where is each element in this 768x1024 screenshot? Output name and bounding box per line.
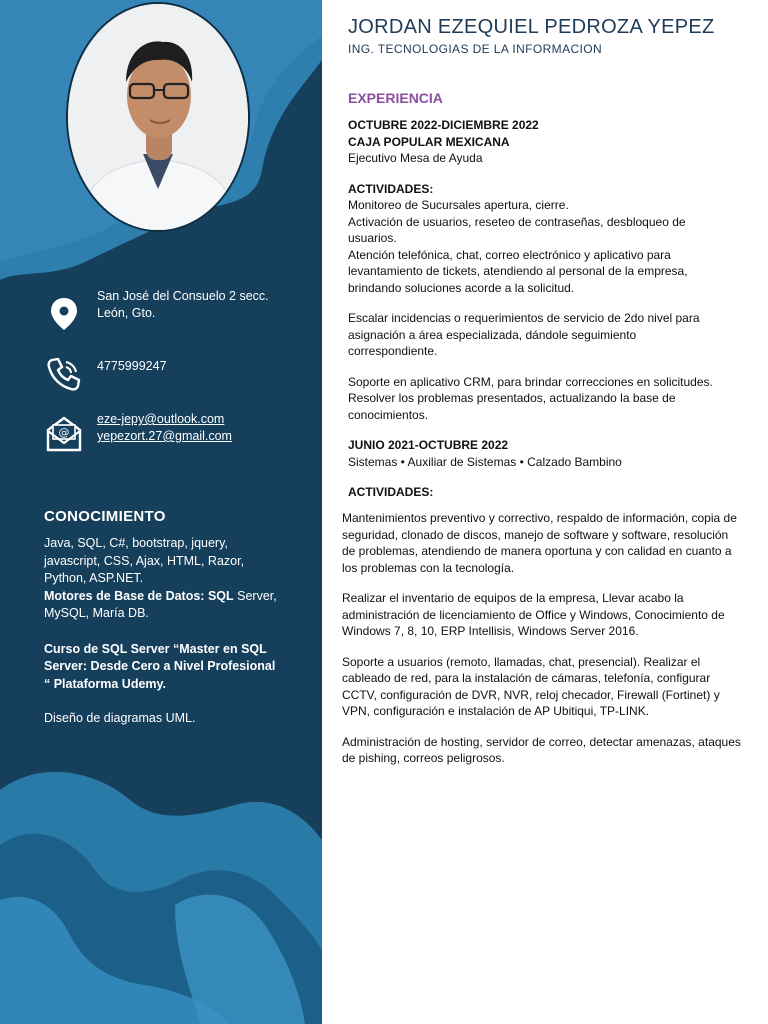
job-2 — [342, 510, 742, 767]
address-line-1: San José del Consuelo 2 secc. — [97, 289, 269, 303]
db-value: Server, MySQL, María DB. — [44, 588, 277, 620]
knowledge-databases — [44, 588, 284, 623]
job-title: ING. TECNOLOGIAS DE LA INFORMACION — [348, 42, 603, 56]
job-1-position: Ejecutivo Mesa de Ayuda — [348, 151, 483, 165]
main-content — [322, 0, 768, 1024]
job-1-activity-5: Soporte en aplicativo CRM, para brindar correcciones en solicitudes. — [348, 374, 713, 389]
email-gmail-link[interactable]: yepezort.27@gmail.com — [97, 429, 232, 443]
db-label: Motores de Base de Datos: — [44, 588, 205, 603]
job-2-period: JUNIO 2021-OCTUBRE 2022 — [348, 438, 509, 452]
job-1-activity-2: Activación de usuarios, reseteo de contraseñas, desbloqueo de usuarios. — [348, 214, 686, 245]
job-1-activity-6: Resolver los problemas presentados, actualizando la base de conocimientos. — [348, 391, 676, 422]
location-pin-icon — [44, 294, 84, 334]
page-title: JORDAN EZEQUIEL PEDROZA YEPEZ — [348, 16, 715, 38]
sidebar — [0, 0, 322, 1024]
job-1 — [348, 117, 728, 501]
knowledge-section — [44, 508, 284, 728]
email-envelope-icon — [44, 414, 84, 454]
db-value-bold: SQL — [204, 588, 234, 603]
job-1-activity-4: Escalar incidencias o requerimientos de servicio de 2do nivel para asignación a área especializada, dándole seguimiento correspondiente. — [348, 311, 700, 358]
knowledge-course: Curso de SQL Server “Master en SQL Server: Desde Cero a Nivel Profesional “ Plataforma Udemy. — [44, 641, 276, 691]
job-2-activity-2: Realizar el inventario de equipos de la empresa, Llevar acabo la administración de licenciamiento de Office y Windows, Conocimiento de Windows 7, 8, 10, ERP Intellisis, Windows Server 2016. — [342, 591, 725, 638]
profile-photo — [66, 2, 250, 232]
job-1-activity-1: Monitoreo de Sucursales apertura, cierre. — [348, 198, 569, 212]
knowledge-title: CONOCIMIENTO — [44, 508, 166, 525]
job-1-activities-label: ACTIVIDADES: — [348, 181, 434, 196]
email-outlook-link[interactable]: eze-jepy@outlook.com — [97, 412, 225, 426]
knowledge-languages: Java, SQL, C#, bootstrap, jquery, javascript, CSS, Ajax, HTML, Razor, Python, ASP.NET. — [44, 536, 245, 585]
job-1-activity-3: Atención telefónica, chat, correo electrónico y aplicativo para levantamiento de tickets, atendiendo al personal de la empresa, brindando soluciones acorde a la solicitud. — [348, 247, 688, 295]
experience-title: EXPERIENCIA — [348, 90, 443, 106]
address-line-2: León, Gto. — [97, 306, 156, 320]
job-1-company: CAJA POPULAR MEXICANA — [348, 134, 510, 149]
job-2-activities-label: ACTIVIDADES: — [348, 485, 434, 499]
phone-number[interactable]: 4775999247 — [97, 359, 167, 373]
job-2-activity-1: Mantenimientos preventivo y correctivo, respaldo de información, copia de seguridad, clonado de discos, manejo de software y software, resolución de problemas, atendiendo de manera oportuna y con calidad en cuanto a los problemas con la tecnología. — [342, 511, 737, 575]
avatar — [68, 4, 248, 230]
job-2-activity-3: Soporte a usuarios (remoto, llamadas, chat, presencial). Realizar el cableado de red, para la instalación de cámaras, telefonía, configurar CCTV, configuración de DVR, NVR, reloj checador, Firewall (Fortinet) y VPN, configuración e instalación de AP Ubitiqui, TP-LINK. — [342, 654, 720, 718]
job-2-position: Sistemas • Auxiliar de Sistemas • Calzado Bambino — [348, 454, 622, 469]
job-1-period: OCTUBRE 2022-DICIEMBRE 2022 — [348, 118, 539, 132]
job-2-activity-4: Administración de hosting, servidor de correo, detectar amenazas, ataques de pishing, correos peligrosos. — [342, 734, 741, 765]
knowledge-uml: Diseño de diagramas UML. — [44, 711, 196, 725]
svg-text:@: @ — [58, 426, 70, 439]
phone-icon — [44, 354, 84, 394]
